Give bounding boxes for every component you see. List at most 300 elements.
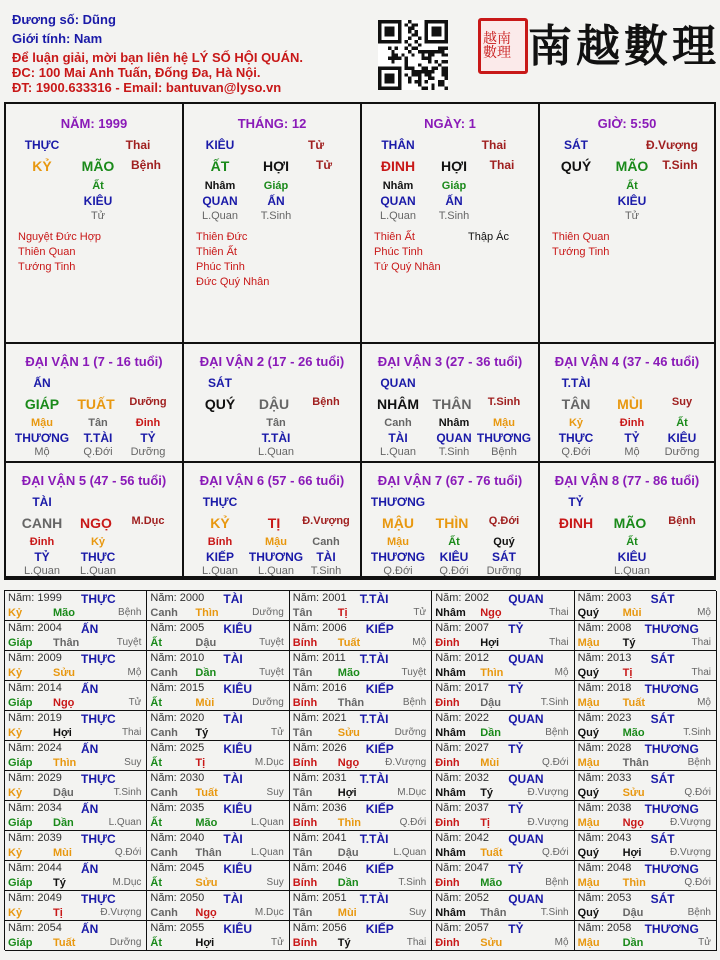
annual-cell bbox=[290, 741, 432, 771]
year-god: TỶ bbox=[508, 682, 524, 696]
hidden-stem: Ất bbox=[448, 536, 460, 548]
year-branch: Dậu bbox=[195, 637, 217, 649]
year-god: T.TÀI bbox=[359, 772, 389, 786]
year-stem: Kỷ bbox=[8, 847, 23, 859]
year-state: M.Dục bbox=[254, 907, 284, 918]
year-god: THƯƠNG bbox=[644, 862, 699, 876]
year-state: Thai bbox=[549, 607, 569, 618]
year-stem: Canh bbox=[150, 607, 178, 619]
year-state: T.Sinh bbox=[683, 727, 711, 738]
contact-note: Để luận giải, mời bạn liên hệ LÝ SỐ HỘI QUÁN. bbox=[12, 50, 303, 65]
year-god: TỶ bbox=[508, 622, 524, 636]
year-branch: Thìn bbox=[53, 757, 77, 769]
gender-label: Giới tính: bbox=[12, 31, 71, 46]
star-item: Thiên Quan bbox=[552, 231, 610, 243]
year-label: Năm: 2053 bbox=[577, 892, 632, 904]
pillar-god2: Thai bbox=[481, 138, 507, 152]
dai-van-state: Suy bbox=[671, 396, 693, 408]
year-label: Năm: 2054 bbox=[8, 922, 62, 934]
annual-cell bbox=[147, 681, 289, 711]
year-stem: Giáp bbox=[8, 937, 33, 949]
pillar-branch: HỢI bbox=[263, 158, 289, 174]
dai-van-god: TỶ bbox=[568, 495, 584, 509]
annual-cell bbox=[432, 831, 574, 861]
dai-van-state: Bệnh bbox=[312, 396, 340, 408]
annual-cell bbox=[575, 741, 717, 771]
hidden-stem: Tân bbox=[266, 417, 286, 429]
hidden-stem: Canh bbox=[384, 417, 412, 429]
year-state: Đ.Vượng bbox=[669, 847, 711, 858]
year-stem: Kỷ bbox=[8, 907, 23, 919]
dai-van-cell bbox=[184, 344, 362, 463]
contact-address: ĐC: 100 Mai Anh Tuấn, Đống Đa, Hà Nội. bbox=[12, 65, 261, 80]
year-god: ẤN bbox=[81, 622, 99, 636]
annual-cell bbox=[290, 891, 432, 921]
year-label: Năm: 2051 bbox=[292, 892, 347, 904]
year-label: Năm: 2001 bbox=[292, 592, 347, 604]
annual-cell bbox=[5, 681, 147, 711]
dai-van-state: Đ.Vượng bbox=[302, 515, 350, 527]
year-stem: Quý bbox=[577, 847, 599, 859]
year-stem: Đinh bbox=[435, 877, 460, 889]
pillar-god: KIÊU bbox=[205, 138, 235, 152]
annual-cell bbox=[575, 801, 717, 831]
year-state: Mộ bbox=[697, 697, 711, 708]
dai-van-branch: NGỌ bbox=[80, 515, 112, 531]
pillar-title: NGÀY: 1 bbox=[424, 116, 476, 131]
year-stem: Giáp bbox=[8, 697, 33, 709]
year-label: Năm: 2050 bbox=[150, 892, 205, 904]
year-label: Năm: 2011 bbox=[292, 652, 346, 664]
year-branch: Sửu bbox=[195, 877, 218, 889]
year-stem: Mậu bbox=[577, 757, 600, 769]
year-label: Năm: 2004 bbox=[8, 622, 62, 634]
pillar-title: THÁNG: 12 bbox=[237, 116, 307, 131]
year-label: Năm: 2027 bbox=[435, 742, 489, 754]
annual-cell bbox=[290, 831, 432, 861]
year-god: KIÊU bbox=[223, 622, 253, 636]
star-item: Thiên Đức bbox=[196, 231, 248, 243]
owner-line bbox=[12, 12, 116, 27]
annual-cell bbox=[575, 711, 717, 741]
header bbox=[0, 0, 720, 102]
year-label: Năm: 2025 bbox=[150, 742, 205, 754]
star-item: Tướng Tinh bbox=[18, 261, 76, 273]
year-label: Năm: 2052 bbox=[435, 892, 489, 904]
year-god: THỰC bbox=[81, 592, 116, 606]
year-branch: Dần bbox=[622, 937, 644, 949]
year-god: SÁT bbox=[650, 592, 675, 606]
hidden-god: SÁT bbox=[492, 550, 516, 564]
year-label: Năm: 2042 bbox=[435, 832, 489, 844]
year-stem: Canh bbox=[150, 907, 178, 919]
year-label: Năm: 2005 bbox=[150, 622, 205, 634]
dai-van-state: Bệnh bbox=[668, 515, 696, 527]
year-god: ẤN bbox=[81, 742, 99, 756]
hidden-stem: Kỷ bbox=[90, 536, 106, 548]
dai-van-title: ĐẠI VẬN 3 (27 - 36 tuổi) bbox=[377, 354, 523, 369]
dai-van-god: THƯƠNG bbox=[370, 495, 426, 509]
year-stem: Kỷ bbox=[8, 727, 23, 739]
star-item: Thiên Ất bbox=[196, 246, 237, 258]
year-state: L.Quan bbox=[250, 817, 284, 828]
year-god: TỶ bbox=[508, 742, 524, 756]
gender-value: Nam bbox=[73, 31, 103, 46]
annual-table bbox=[4, 590, 716, 950]
year-branch: Tị bbox=[622, 667, 633, 679]
year-god: TÀI bbox=[223, 892, 243, 906]
dai-van-title: ĐẠI VẬN 7 (67 - 76 tuổi) bbox=[377, 473, 523, 488]
year-branch: Thìn bbox=[195, 607, 219, 619]
year-god: TÀI bbox=[223, 712, 243, 726]
year-branch: Tị bbox=[480, 817, 490, 829]
year-label: Năm: 2032 bbox=[435, 772, 489, 784]
year-god: QUAN bbox=[508, 892, 544, 906]
year-branch: Hợi bbox=[53, 727, 72, 739]
hidden-state: Dưỡng bbox=[130, 446, 166, 458]
year-state: Suy bbox=[124, 757, 142, 768]
year-stem: Giáp bbox=[8, 757, 33, 769]
hidden-god: TÀI bbox=[316, 550, 336, 564]
hidden-state: Q.Đới bbox=[561, 446, 591, 458]
dai-van-title: ĐẠI VẬN 4 (37 - 46 tuổi) bbox=[554, 354, 700, 369]
year-god: TỶ bbox=[508, 922, 524, 936]
hidden-god: KIÊU bbox=[667, 431, 697, 445]
hidden-state: Q.Đới bbox=[83, 446, 113, 458]
hidden-god: TÀI bbox=[388, 431, 408, 445]
year-branch: Tý bbox=[195, 727, 209, 739]
annual-cell bbox=[575, 861, 717, 891]
hidden-god: THƯƠNG bbox=[476, 431, 532, 445]
year-stem: Bính bbox=[292, 757, 318, 769]
dai-van-cell bbox=[184, 463, 362, 578]
year-stem: Mậu bbox=[577, 877, 600, 889]
year-god: KIẾP bbox=[365, 922, 394, 936]
year-branch: Dậu bbox=[622, 907, 644, 919]
annual-cell bbox=[432, 801, 574, 831]
pillar-stem: KỶ bbox=[32, 158, 52, 174]
year-stem: Ất bbox=[150, 817, 162, 829]
year-state: T.Sinh bbox=[540, 697, 569, 708]
year-stem: Canh bbox=[150, 787, 178, 799]
hidden-god: THƯƠNG bbox=[370, 550, 426, 564]
year-branch: Tý bbox=[337, 937, 351, 949]
year-stem: Bính bbox=[292, 817, 318, 829]
hidden-state: Q.Đới bbox=[383, 565, 413, 577]
year-state: L.Quan bbox=[108, 817, 142, 828]
year-god: THƯƠNG bbox=[644, 802, 699, 816]
pillar-branch: HỢI bbox=[441, 158, 467, 174]
hidden-god: T.TÀI bbox=[261, 431, 291, 445]
year-label: Năm: 2015 bbox=[150, 682, 205, 694]
year-state: Tuyệt bbox=[116, 637, 142, 648]
annual-cell bbox=[575, 651, 717, 681]
year-god: TỶ bbox=[508, 862, 524, 876]
year-god: T.TÀI bbox=[359, 832, 389, 846]
annual-cell bbox=[147, 921, 289, 951]
annual-cell bbox=[432, 591, 574, 621]
annual-cell bbox=[432, 621, 574, 651]
year-stem: Đinh bbox=[435, 637, 460, 649]
year-label: Năm: 2029 bbox=[8, 772, 62, 784]
star-item: Phúc Tinh bbox=[196, 261, 245, 273]
year-label: Năm: 2026 bbox=[292, 742, 347, 754]
annual-cell bbox=[5, 831, 147, 861]
year-state: Bệnh bbox=[545, 877, 569, 888]
year-branch: Mão bbox=[195, 817, 218, 829]
dai-van-state: M.Dục bbox=[131, 515, 165, 527]
dai-van-branch: MÙI bbox=[617, 396, 643, 412]
pillar-branch: MÃO bbox=[81, 158, 115, 174]
year-label: Năm: 2048 bbox=[577, 862, 632, 874]
year-branch: Mùi bbox=[480, 757, 500, 769]
year-stem: Mậu bbox=[577, 637, 600, 649]
hidden-god: KIÊU bbox=[617, 194, 647, 208]
pillar-title: NĂM: 1999 bbox=[60, 116, 128, 131]
annual-cell bbox=[575, 771, 717, 801]
hidden-state: T.Sinh bbox=[260, 210, 292, 222]
year-god: T.TÀI bbox=[359, 892, 389, 906]
dai-van-cell bbox=[540, 463, 716, 578]
dai-van-branch: THÂN bbox=[432, 396, 472, 412]
year-branch: Mão bbox=[622, 727, 645, 739]
annual-cell bbox=[147, 801, 289, 831]
annual-cell bbox=[432, 891, 574, 921]
annual-cell bbox=[432, 681, 574, 711]
year-stem: Ất bbox=[150, 937, 162, 949]
year-god: THỰC bbox=[81, 652, 116, 666]
year-branch: Sửu bbox=[622, 787, 645, 799]
hidden-god: KIÊU bbox=[83, 194, 113, 208]
year-branch: Mùi bbox=[195, 697, 215, 709]
year-branch: Mùi bbox=[622, 607, 642, 619]
hidden-stem: Mậu bbox=[387, 536, 409, 548]
hidden-state: L.Quan bbox=[257, 446, 295, 458]
dai-van-title: ĐẠI VẬN 8 (77 - 86 tuổi) bbox=[554, 473, 700, 488]
hidden-stem: Bính bbox=[207, 536, 233, 548]
annual-cell bbox=[290, 621, 432, 651]
year-label: Năm: 2009 bbox=[8, 652, 62, 664]
year-label: Năm: 2041 bbox=[292, 832, 347, 844]
year-god: SÁT bbox=[650, 652, 675, 666]
hidden-state: Mộ bbox=[624, 446, 640, 458]
annual-cell bbox=[432, 711, 574, 741]
hidden-stem: Mậu bbox=[493, 417, 515, 429]
year-god: THƯƠNG bbox=[644, 922, 699, 936]
hidden-god: KIẾP bbox=[205, 550, 235, 564]
hidden-stem: Đinh bbox=[619, 417, 645, 429]
dai-van-stem: ĐINH bbox=[558, 515, 594, 531]
pillar-god2: Tử bbox=[307, 138, 325, 152]
year-branch: Ngọ bbox=[195, 907, 217, 919]
dai-van-god: ẤN bbox=[33, 376, 51, 390]
year-state: Đ.Vượng bbox=[527, 787, 569, 798]
year-state: Tử bbox=[413, 607, 427, 618]
year-state: Suy bbox=[408, 907, 427, 918]
year-state: Dưỡng bbox=[252, 607, 284, 618]
hidden-stem: Nhâm bbox=[438, 417, 470, 429]
year-god: SÁT bbox=[650, 712, 675, 726]
hidden-stem: Giáp bbox=[263, 180, 289, 192]
year-branch: Mùi bbox=[53, 847, 72, 859]
year-stem: Quý bbox=[577, 667, 599, 679]
year-branch: Hợi bbox=[195, 937, 215, 949]
annual-cell bbox=[432, 861, 574, 891]
year-label: Năm: 2044 bbox=[8, 862, 62, 874]
year-label: Năm: 2020 bbox=[150, 712, 205, 724]
year-state: Dưỡng bbox=[109, 937, 142, 948]
year-label: Năm: 2031 bbox=[292, 772, 347, 784]
pillar-state: Bệnh bbox=[131, 158, 161, 172]
annual-cell bbox=[147, 741, 289, 771]
year-god: KIÊU bbox=[223, 802, 253, 816]
year-state: Suy bbox=[266, 787, 284, 798]
qr-code-icon[interactable] bbox=[378, 20, 448, 90]
year-label: Năm: 2058 bbox=[577, 922, 632, 934]
annual-cell bbox=[290, 591, 432, 621]
year-label: Năm: 2043 bbox=[577, 832, 632, 844]
hidden-god: THỰC bbox=[80, 550, 116, 564]
year-god: TỶ bbox=[508, 802, 524, 816]
year-stem: Nhâm bbox=[435, 907, 466, 919]
pillar-state: Thai bbox=[489, 158, 515, 172]
hidden-state: L.Quan bbox=[201, 210, 239, 222]
year-stem: Giáp bbox=[8, 877, 33, 889]
year-god: THỰC bbox=[81, 712, 116, 726]
annual-cell bbox=[5, 651, 147, 681]
year-branch: Dần bbox=[480, 727, 501, 739]
annual-cell bbox=[432, 651, 574, 681]
year-label: Năm: 2046 bbox=[292, 862, 347, 874]
hidden-stem: Ất bbox=[626, 180, 638, 192]
year-god: TÀI bbox=[223, 592, 243, 606]
year-stem: Ất bbox=[150, 637, 162, 649]
year-god: THỰC bbox=[81, 832, 116, 846]
year-state: L.Quan bbox=[393, 847, 427, 858]
hidden-stem: Tân bbox=[88, 417, 108, 429]
year-state: Thai bbox=[549, 637, 569, 648]
annual-cell bbox=[290, 651, 432, 681]
year-state: M.Dục bbox=[397, 787, 427, 798]
hidden-god: THƯƠNG bbox=[14, 431, 70, 445]
hidden-state: L.Quan bbox=[257, 565, 295, 577]
year-state: Q.Đới bbox=[399, 817, 427, 828]
year-branch: Ngọ bbox=[622, 817, 644, 829]
annual-cell bbox=[147, 771, 289, 801]
year-god: T.TÀI bbox=[359, 652, 389, 666]
annual-cell bbox=[147, 861, 289, 891]
year-label: Năm: 2055 bbox=[150, 922, 205, 934]
year-branch: Tuất bbox=[622, 697, 645, 709]
year-branch: Ngọ bbox=[337, 757, 360, 769]
year-branch: Thân bbox=[622, 757, 649, 769]
year-state: Q.Đới bbox=[684, 877, 711, 888]
year-state: Dưỡng bbox=[252, 697, 284, 708]
star-item: Phúc Tinh bbox=[374, 246, 423, 258]
year-branch: Thân bbox=[480, 907, 507, 919]
annual-cell bbox=[5, 591, 147, 621]
year-state: Suy bbox=[266, 877, 284, 888]
year-label: Năm: 2014 bbox=[8, 682, 62, 694]
year-state: Đ.Vượng bbox=[385, 757, 427, 768]
year-label: Năm: 2038 bbox=[577, 802, 632, 814]
dai-van-stem: TÂN bbox=[561, 396, 591, 412]
annual-cell bbox=[5, 771, 147, 801]
year-branch: Mão bbox=[480, 877, 503, 889]
year-god: T.TÀI bbox=[359, 592, 389, 606]
year-stem: Kỷ bbox=[8, 607, 23, 619]
hidden-stem: Nhâm bbox=[204, 180, 236, 192]
year-stem: Ất bbox=[150, 877, 162, 889]
year-branch: Sửu bbox=[337, 727, 360, 739]
year-stem: Tân bbox=[292, 847, 313, 859]
dai-van-stem: KỶ bbox=[210, 515, 230, 531]
dai-van-god: TÀI bbox=[32, 495, 52, 509]
year-god: ẤN bbox=[81, 682, 99, 696]
year-stem: Ất bbox=[150, 697, 162, 709]
dai-van-branch: TUẤT bbox=[77, 396, 115, 412]
annual-cell bbox=[575, 921, 717, 951]
year-stem: Đinh bbox=[435, 817, 460, 829]
bad-star-item: Thập Ác bbox=[468, 231, 509, 243]
year-god: KIÊU bbox=[223, 682, 253, 696]
year-stem: Mậu bbox=[577, 937, 600, 949]
year-stem: Mậu bbox=[577, 697, 600, 709]
year-god: ẤN bbox=[81, 862, 99, 876]
year-stem: Bính bbox=[292, 637, 318, 649]
year-label: Năm: 2006 bbox=[292, 622, 347, 634]
year-god: KIÊU bbox=[223, 922, 253, 936]
dai-van-state: Dưỡng bbox=[129, 396, 167, 408]
year-stem: Tân bbox=[292, 907, 313, 919]
annual-cell bbox=[432, 741, 574, 771]
year-label: Năm: 1999 bbox=[8, 592, 62, 604]
hidden-god: QUAN bbox=[436, 431, 472, 445]
pillar-god: THÂN bbox=[381, 138, 415, 152]
year-god: THƯƠNG bbox=[644, 682, 699, 696]
year-label: Năm: 2024 bbox=[8, 742, 62, 754]
hidden-state: Bệnh bbox=[491, 446, 517, 458]
year-god: KIÊU bbox=[223, 862, 253, 876]
year-label: Năm: 2037 bbox=[435, 802, 489, 814]
year-label: Năm: 2002 bbox=[435, 592, 489, 604]
year-state: Đ.Vượng bbox=[100, 907, 142, 918]
annual-cell bbox=[147, 591, 289, 621]
hidden-god: ẤN bbox=[445, 194, 463, 208]
year-god: QUAN bbox=[508, 592, 544, 606]
dai-van-stem: MẬU bbox=[382, 515, 414, 531]
year-god: TÀI bbox=[223, 832, 243, 846]
hidden-state: T.Sinh bbox=[438, 210, 470, 222]
chart-grid bbox=[4, 102, 716, 580]
year-state: Thai bbox=[406, 937, 427, 948]
year-branch: Dần bbox=[53, 817, 74, 829]
year-stem: Nhâm bbox=[435, 847, 466, 859]
dai-van-title: ĐẠI VẬN 1 (7 - 16 tuổi) bbox=[25, 354, 163, 369]
hidden-stem: Ất bbox=[676, 417, 688, 429]
pillar-cell bbox=[540, 104, 716, 344]
dai-van-title: ĐẠI VẬN 6 (57 - 66 tuổi) bbox=[199, 473, 345, 488]
hidden-state: Tử bbox=[624, 210, 640, 222]
star-item: Thiên Ất bbox=[374, 231, 415, 243]
year-branch: Tý bbox=[622, 637, 636, 649]
year-state: Mộ bbox=[554, 667, 569, 678]
logo-text: 南越數理 bbox=[528, 21, 720, 72]
year-god: THỰC bbox=[81, 772, 116, 786]
annual-cell bbox=[147, 711, 289, 741]
hidden-state: Q.Đới bbox=[439, 565, 469, 577]
pillar-title: GIỜ: 5:50 bbox=[597, 116, 657, 131]
